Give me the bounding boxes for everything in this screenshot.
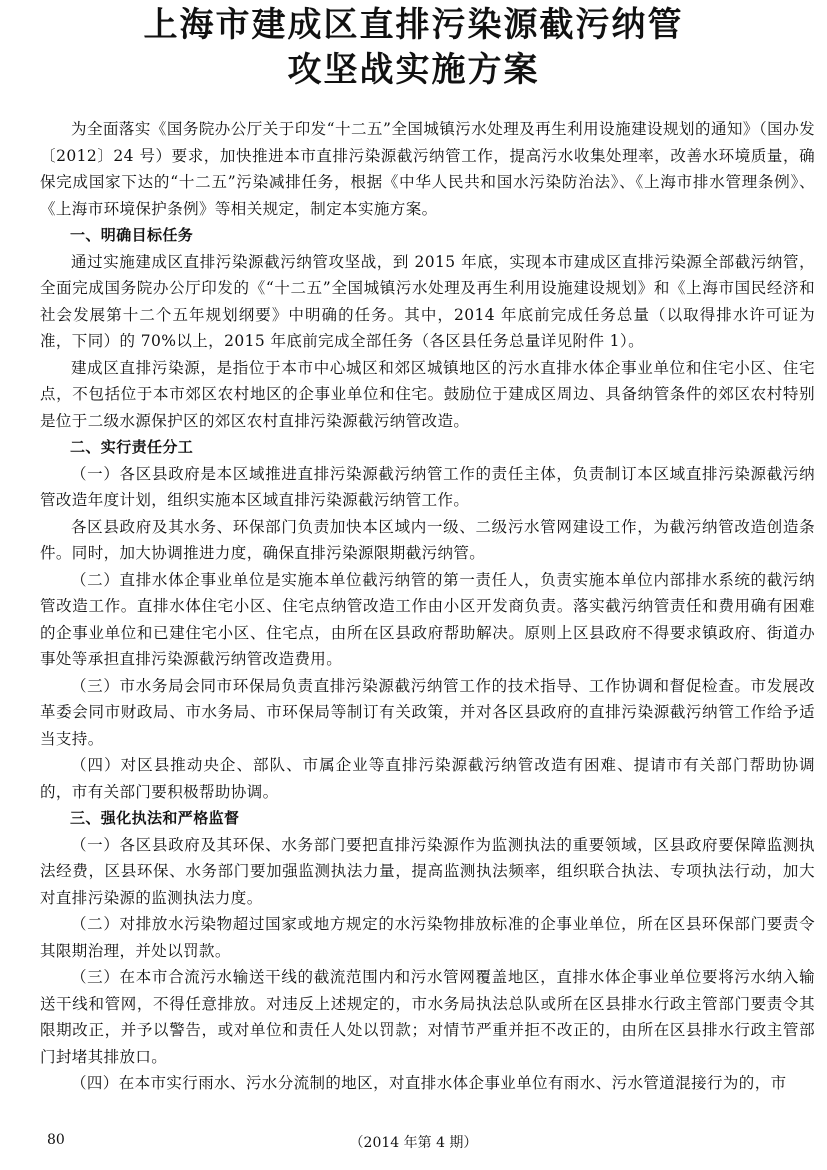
- body-paragraph: 通过实施建成区直排污染源截污纳管攻坚战，到 2015 年底，实现本市建成区直排污染源全部截污纳管，全面完成国务院办公厅印发的《“十二五”全国城镇污水处理及再生利用设施建设规划》和《上海市国民经济和社会发展第十二个五年规划纲要》中明确的任务。其中，2014 年底前完成任务总量（以取得排水许可证为准，下同）的 70%以上，2015 年底前完成全部任务（各区县任务总量详见附件 1）。: [40, 252, 815, 350]
- body-paragraph: （四）在本市实行雨水、污水分流制的地区，对直排水体企事业单位有雨水、污水管道混接行为的，市: [71, 1074, 787, 1092]
- page-title-line-1: 上海市建成区直排污染源截污纳管: [143, 5, 684, 45]
- intro-paragraph: 为全面落实《国务院办公厅关于印发“十二五”全国城镇污水处理及再生利用设施建设规划的通知》（国办发〔2012〕24 号）要求，加快推进本市直排污染源截污纳管工作，提高污水收集处理率，改善水环境质量，确保完成国家下达的“十二五”污染减排任务，根据《中华人民共和国水污染防治法》、《上海市排水管理条例》、《上海市环境保护条例》等相关规定，制定本实施方案。: [40, 120, 815, 218]
- body-paragraph: （一）各区县政府是本区域推进直排污染源截污纳管工作的责任主体，负责制订本区域直排污染源截污纳管改造年度计划，组织实施本区域直排污染源截污纳管工作。: [40, 464, 815, 509]
- body-paragraph: （三）在本市合流污水输送干线的截流范围内和污水管网覆盖地区，直排水体企事业单位要将污水纳入输送干线和管网，不得任意排放。对违反上述规定的，市水务局执法总队或所在区县排水行政主管部门要责令其限期改正，并予以警告，或对单位和责任人处以罚款；对情节严重并拒不改正的，由所在区县排水行政主管部门封堵其排放口。: [40, 968, 815, 1066]
- body-paragraph: （四）对区县推动央企、部队、市属企业等直排污染源截污纳管改造有困难、提请市有关部门帮助协调的，市有关部门要积极帮助协调。: [40, 756, 815, 801]
- page-title-line-2: 攻坚战实施方案: [287, 50, 540, 90]
- section-heading-3: 三、强化执法和严格监督: [70, 809, 240, 827]
- body-paragraph: （一）各区县政府及其环保、水务部门要把直排污染源作为监测执法的重要领域，区县政府要保障监测执法经费，区县环保、水务部门要加强监测执法力量，提高监测执法频率，组织联合执法、专项执法行动，加大对直排污染源的监测执法力度。: [40, 835, 815, 907]
- document-body: [40, 116, 815, 1097]
- body-paragraph: （二）直排水体企事业单位是实施本单位截污纳管的第一责任人，负责实施本单位内部排水系统的截污纳管改造工作。直排水体住宅小区、住宅点纳管改造工作由小区开发商负责。落实截污纳管责任和费用确有困难的企事业单位和已建住宅小区、住宅点，由所在区县政府帮助解决。原则上区县政府不得要求镇政府、街道办事处等承担直排污染源截污纳管改造费用。: [40, 570, 815, 668]
- body-paragraph: （二）对排放水污染物超过国家或地方规定的水污染物排放标准的企事业单位，所在区县环保部门要责令其限期治理，并处以罚款。: [40, 915, 815, 960]
- body-paragraph: （三）市水务局会同市环保局负责直排污染源截污纳管工作的技术指导、工作协调和督促检查。市发展改革委会同市财政局、市水务局、市环保局等制订有关政策，并对各区县政府的直排污染源截污纳管工作给予适当支持。: [40, 676, 815, 748]
- page-number: 80: [47, 1132, 65, 1148]
- section-heading-2: 二、实行责任分工: [70, 438, 194, 456]
- section-heading-1: 一、明确目标任务: [70, 226, 194, 244]
- body-paragraph: 各区县政府及其水务、环保部门负责加快本区域内一级、二级污水管网建设工作，为截污纳管改造创造条件。同时，加大协调推进力度，确保直排污染源限期截污纳管。: [40, 517, 815, 562]
- issue-label: （2014 年第 4 期）: [349, 1135, 478, 1151]
- body-paragraph: 建成区直排污染源，是指位于本市中心城区和郊区城镇地区的污水直排水体企事业单位和住宅小区、住宅点，不包括位于本市郊区农村地区的企事业单位和住宅。鼓励位于建成区周边、具备纳管条件的郊区农村特别是位于二级水源保护区的郊区农村直排污染源截污纳管改造。: [40, 358, 815, 430]
